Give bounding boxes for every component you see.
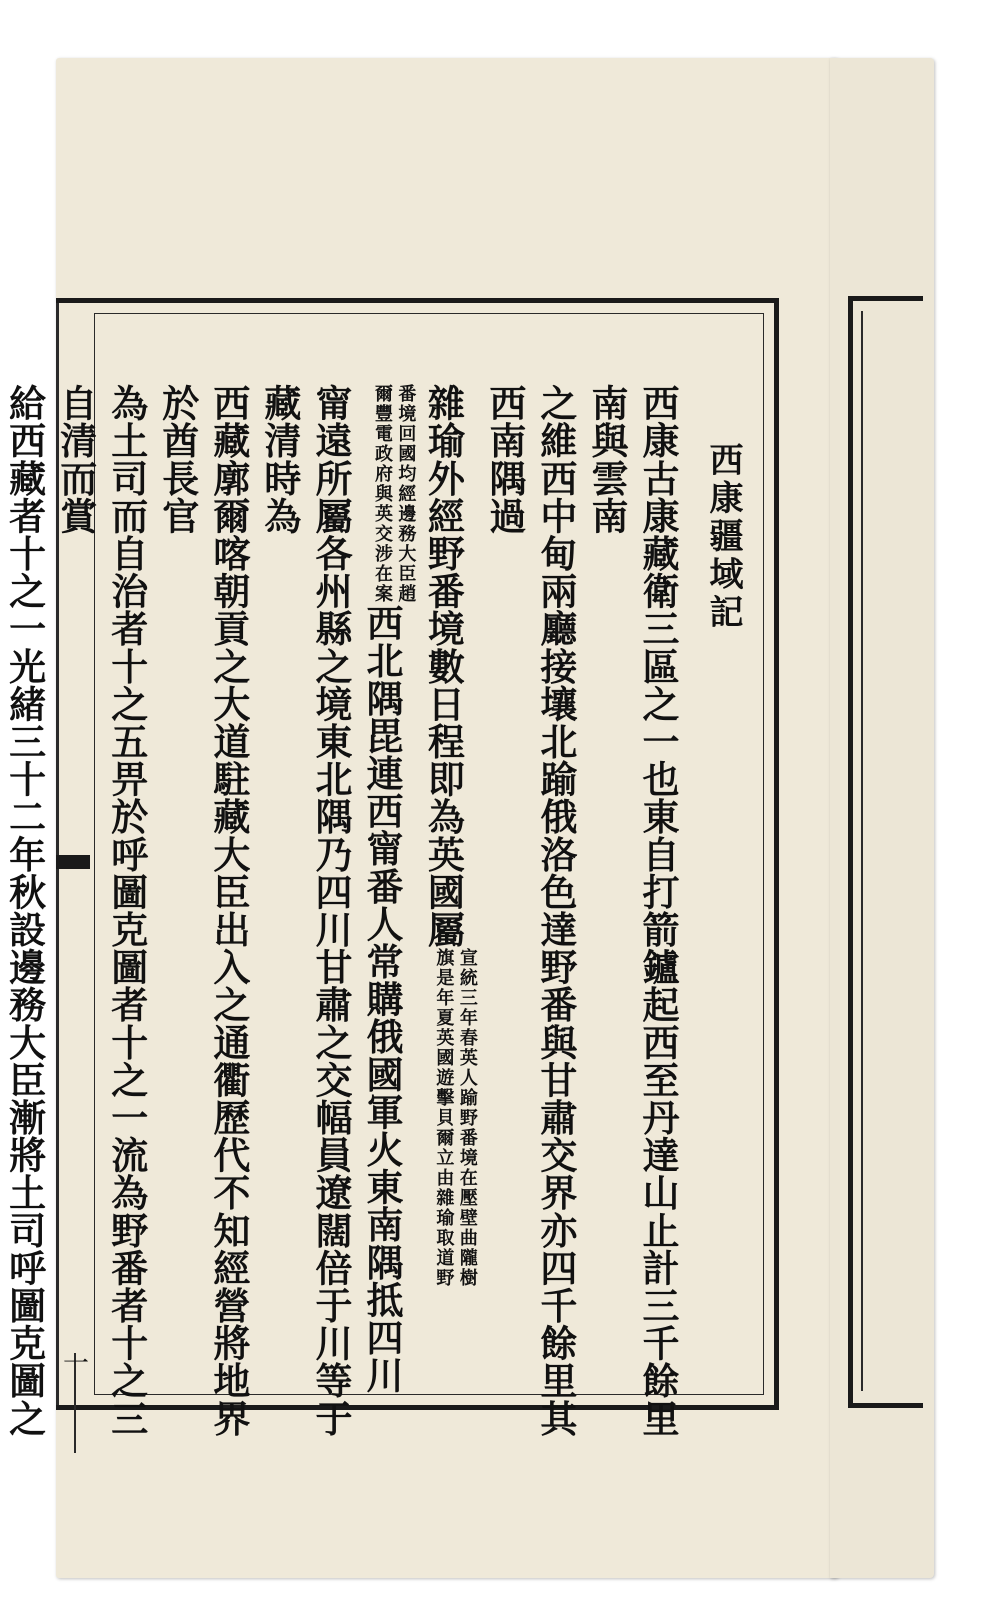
vertical-text-block bbox=[2, 382, 748, 1462]
next-page-edge bbox=[830, 58, 934, 1578]
folio-number: 一 bbox=[62, 1349, 89, 1379]
text-run: 甯遠所屬各州縣之境東北隅乃四川甘肅之交幅員遼闊倍于川等于藏清時為 bbox=[257, 384, 353, 1437]
text-column bbox=[417, 382, 478, 1462]
next-page-inner-rule bbox=[861, 311, 913, 1391]
book-page bbox=[2, 58, 838, 1578]
text-run: 之維西中甸兩廳接壤北踰俄洛色達野番與甘肅交界亦四千餘里其西南隅過 bbox=[482, 384, 578, 1437]
next-page-frame bbox=[848, 296, 923, 1408]
interlinear-note bbox=[432, 948, 479, 1288]
note-line: 宣統三年春英人踰野番境在壓壁曲隴樹 bbox=[456, 948, 478, 1288]
text-run: 為土司而自治者十之五畀於呼圖克圖者十之一流為野番者十之三自清而賞 bbox=[53, 384, 149, 1437]
chapter-title: 西康疆域記 bbox=[703, 442, 743, 632]
text-column bbox=[50, 382, 152, 1462]
note-line: 旗是年夏英國遊擊貝爾立由雜瑜取道野 bbox=[433, 948, 455, 1288]
text-run: 西藏廓爾喀朝貢之大道駐藏大臣出入之通衢歷代不知經營將地界於酋長官 bbox=[155, 384, 251, 1437]
text-run: 西北隅毘連西甯番人常購俄國軍火東南隅抵四川 bbox=[359, 604, 404, 1394]
text-column bbox=[581, 382, 683, 1462]
text-run: 給西藏者十之一光緒三十二年秋設邊務大臣漸將土司呼圖克圖之 bbox=[2, 384, 47, 1437]
note-line: 番境回國均經邊務大臣趙 bbox=[395, 384, 417, 604]
text-run: 雜瑜外經野番境數日程即為英國屬 bbox=[421, 384, 466, 948]
interlinear-note bbox=[371, 384, 418, 604]
text-column bbox=[254, 382, 356, 1462]
text-column bbox=[356, 382, 417, 1462]
text-column bbox=[0, 382, 50, 1462]
note-line: 爾豐電政府與英交涉在案 bbox=[371, 384, 393, 604]
text-column bbox=[152, 382, 254, 1462]
text-run: 西康古康藏衛三區之一也東自打箭鑪起西至丹達山止計三千餘里南與雲南 bbox=[584, 384, 680, 1437]
text-column bbox=[479, 382, 581, 1462]
